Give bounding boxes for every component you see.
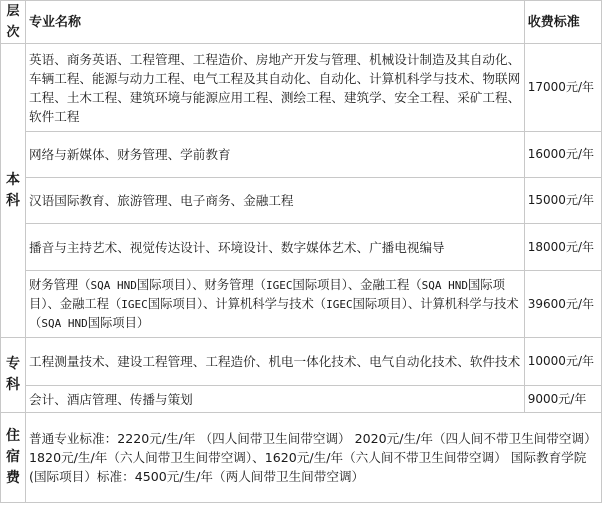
header-major: 专业名称	[26, 1, 525, 44]
major-part: IGEC	[266, 278, 293, 292]
table-row	[1, 44, 602, 132]
major-part: IGEC	[326, 297, 353, 311]
level-char: 专	[6, 356, 21, 372]
lodging-cell: 普通专业标准：2220元/生/年 （四人间带卫生间带空调） 2020元/生/年（四人间不带卫生间带空调） 1820元/生/年（六人间带卫生间带空调）、1620元/生/年（六人间不带卫生间带空调） 国际教育学院(国际项目）标准：4500元/生/年（两人间带卫生间带空调）	[26, 413, 602, 503]
fee-cell: 16000元/年	[524, 132, 601, 178]
major-cell: 会计、酒店管理、传播与策划	[26, 386, 525, 413]
major-cell: 工程测量技术、建设工程管理、工程造价、机电一体化技术、电气自动化技术、软件技术	[26, 338, 525, 386]
table-row	[1, 178, 602, 224]
fee-cell: 10000元/年	[524, 338, 601, 386]
header-level-text	[1, 1, 25, 43]
major-part: 国际项目）	[87, 315, 150, 330]
table-row	[1, 338, 602, 386]
table-row	[1, 132, 602, 178]
fee-cell: 39600元/年	[524, 271, 601, 338]
header-level	[1, 1, 26, 44]
level-char: 次	[6, 25, 20, 40]
level-zhuanke-text	[1, 354, 25, 396]
level-char: 科	[6, 192, 21, 209]
major-cell	[26, 271, 525, 338]
major-part: SQA HND	[421, 278, 468, 292]
header-row	[1, 1, 602, 44]
level-lodging-text	[1, 426, 25, 489]
level-benke-text	[1, 170, 25, 212]
major-cell: 英语、商务英语、工程管理、工程造价、房地产开发与管理、机械设计制造及其自动化、车辆工程、能源与动力工程、电气工程及其自动化、自动化、计算机科学与技术、物联网工程、土木工程、建筑环境与能源应用工程、测绘工程、建筑学、安全工程、采矿工程、软件工程	[26, 44, 525, 132]
major-part: SQA HND	[41, 316, 88, 330]
level-char: 费	[6, 470, 21, 486]
level-char: 宿	[6, 449, 21, 465]
major-part: 国际项目）、财务管理（	[136, 277, 267, 292]
level-char: 住	[6, 428, 21, 444]
major-part: 国际项目）、计算机科学与技术（	[29, 296, 519, 330]
major-part: SQA HND	[90, 278, 137, 292]
major-cell: 汉语国际教育、旅游管理、电子商务、金融工程	[26, 178, 525, 224]
table-row	[1, 413, 602, 503]
level-zhuanke	[1, 338, 26, 413]
major-cell: 网络与新媒体、财务管理、学前教育	[26, 132, 525, 178]
table-row	[1, 224, 602, 271]
fee-cell: 18000元/年	[524, 224, 601, 271]
major-part: 国际项目）、计算机科学与技术（	[147, 296, 327, 311]
level-char: 科	[6, 377, 21, 393]
level-char: 本	[6, 171, 21, 188]
fee-cell: 15000元/年	[524, 178, 601, 224]
header-fee: 收费标准	[524, 1, 601, 44]
major-part: 国际项目）、金融工程（	[292, 277, 422, 292]
fee-cell: 17000元/年	[524, 44, 601, 132]
table-row	[1, 386, 602, 413]
level-lodging	[1, 413, 26, 503]
fee-cell: 9000元/年	[524, 386, 601, 413]
major-part: 国际项目）、金融工程（	[29, 277, 505, 311]
level-benke	[1, 44, 26, 338]
level-char: 层	[6, 4, 20, 19]
major-part: IGEC	[121, 297, 148, 311]
major-cell: 播音与主持艺术、视觉传达设计、环境设计、数字媒体艺术、广播电视编导	[26, 224, 525, 271]
major-part: 财务管理（	[29, 277, 91, 292]
table-row	[1, 271, 602, 338]
